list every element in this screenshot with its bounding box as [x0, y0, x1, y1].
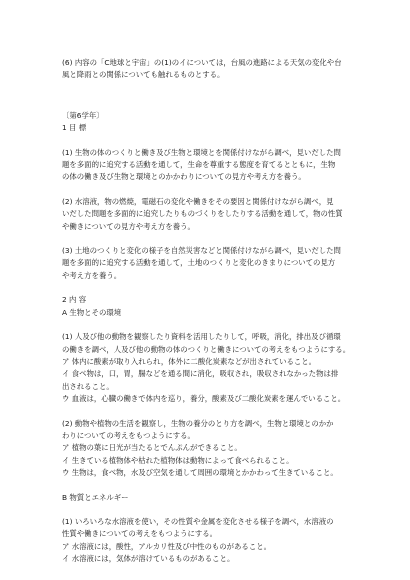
content-b1-line: イ 水溶液には，気体が溶けているものがあること。 [62, 554, 235, 564]
content-a1-line: イ 食べ物は，口，胃，腸などを通る間に消化，吸収され，吸収されなかった物は排 [62, 369, 339, 379]
goal-3-line: や考え方を養う。 [62, 270, 122, 280]
content-a2 [62, 418, 370, 480]
note-6-line: 風と降雨との関係についても触れるものとする。 [62, 70, 225, 80]
goal-1-line: の体の働き及び生物と環境とのかかわりについての見方や考え方を養う。 [62, 172, 306, 182]
content-b1-line: (1) いろいろな水溶液を使い，その性質や金属を変化させる様子を調べ，水溶液の [62, 516, 334, 526]
grade-header: 〔第6学年〕 [62, 110, 104, 120]
goal-2 [62, 196, 370, 233]
content-b1 [62, 516, 370, 566]
content-b1-line: ア 水溶液には，酸性，アルカリ性及び中性のものがあること。 [62, 541, 271, 551]
content-a1-line: 出されること。 [62, 381, 114, 391]
goals-heading: 1 目 標 [62, 123, 87, 133]
content-a2-line: ウ 生物は，食べ物，水及び空気を通して周囲の環境とかかわって生きていること。 [62, 468, 338, 478]
content-a1-line: ア 体内に酸素が取り入れられ，体外に二酸化炭素などが出されていること。 [62, 356, 317, 366]
content-a1-line: (1) 人及び他の動物を観察したり資料を活用したりして，呼吸，消化，排出及び循環 [62, 332, 341, 342]
content-a2-line: わりについての考えをもつようにする。 [62, 430, 195, 440]
section-a-title: A 生物とその環境 [62, 307, 122, 317]
goal-3-line: 題を多面的に追究する活動を通して，土地のつくりと変化のきまりについての見方 [62, 258, 336, 268]
content-a2-line: ア 植物の葉に日光が当たるとでんぷんができること。 [62, 443, 242, 453]
goal-3 [62, 245, 370, 282]
note-6 [62, 57, 370, 82]
section-b-title: B 物質とエネルギー [62, 492, 129, 502]
content-a1 [62, 331, 370, 405]
goal-3-line: (3) 土地のつくりと変化の様子を自然災害などと関係付けながら調べ，見いだした問 [62, 246, 341, 256]
content-a2-line: (2) 動物や植物の生活を観察し，生物の養分のとり方を調べ，生物と環境とのかか [62, 418, 334, 428]
content-a2-line: イ 生きている植物体や枯れた植物体は動物によって食べられること。 [62, 455, 294, 465]
content-a1-line: ウ 血液は，心臓の働きで体内を巡り，養分，酸素及び二酸化炭素を運んでいること。 [62, 394, 346, 404]
contents-heading: 2 内 容 [62, 295, 87, 305]
goal-1-line: (1) 生物の体のつくりと働き及び生物と環境とを関係付けながら調べ，見いだした問 [62, 147, 341, 157]
goal-1-line: 題を多面的に追究する活動を通して，生命を尊重する態度を育てるとともに，生物 [62, 160, 336, 170]
content-a1-line: の働きを調べ，人及び他の動物の体のつくりと働きについての考えをもつようにする。 [62, 344, 351, 354]
content-b1-line: 性質や働きについての考えをもつようにする。 [62, 529, 218, 539]
goal-1 [62, 147, 370, 184]
goal-2-line: や働きについての見方や考え方を養う。 [62, 221, 195, 231]
note-6-line: (6) 内容の「C地球と宇宙」の(1)のイについては，台風の進路による天気の変化や台 [62, 58, 342, 67]
goal-2-line: (2) 水溶液，物の燃焼，電磁石の変化や働きをその要因と関係付けながら調べ，見 [62, 196, 334, 206]
goal-2-line: いだした問題を多面的に追究したりものづくりをしたりする活動を通して，物の性質 [62, 209, 343, 219]
